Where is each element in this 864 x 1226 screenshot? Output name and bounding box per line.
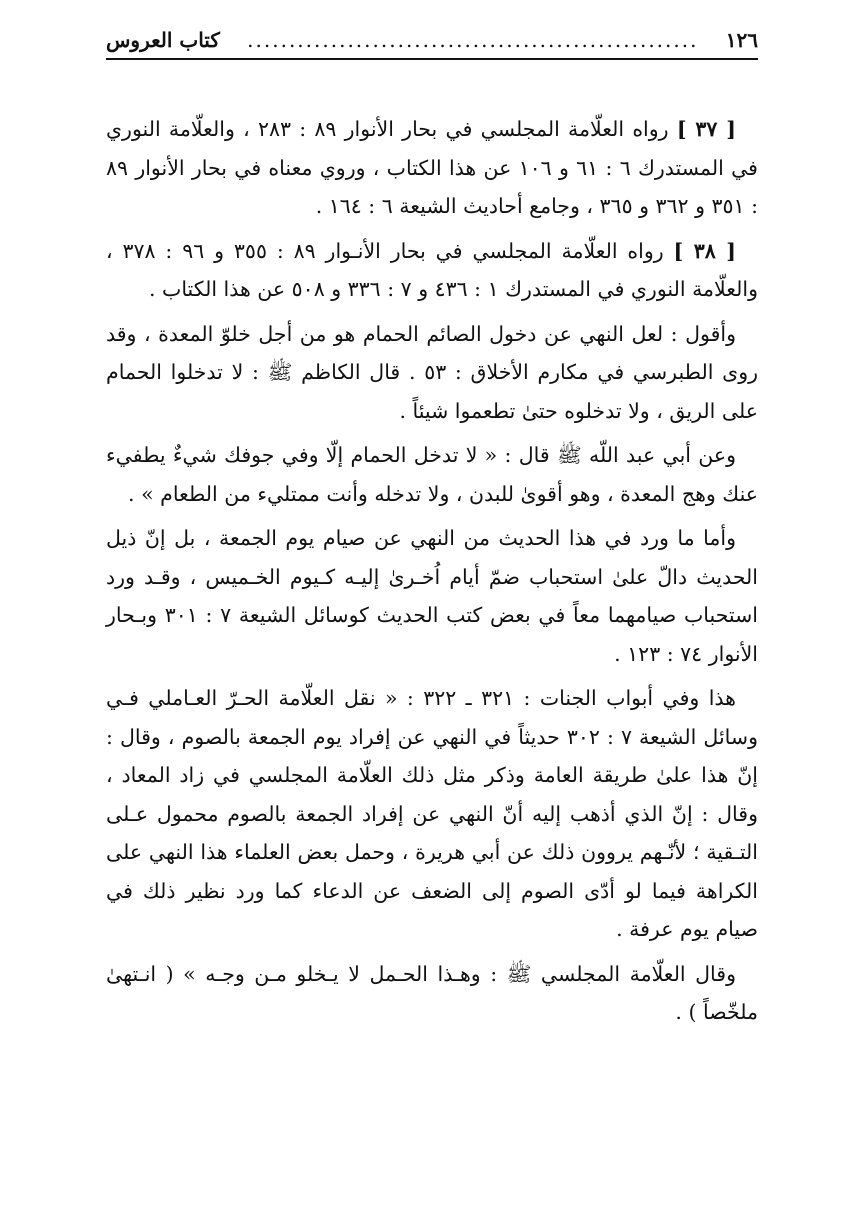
page-content [106,110,758,1032]
footnote-37 [106,110,758,226]
body-paragraph: وأما ما ورد في هذا الحديث من النهي عن صيام يوم الجمعة ، بل إنّ ذيل الحديث دالّ علىٰ استحباب ضمّ أيام اُخـرىٰ إليـه كـيوم الخـميس ، وقـد ورد استحباب صيامهما معاً في بعض كتب الحديث كوسائل الشيعة ٧ : ٣٠١ وبـحار الأنوار ٧٤ : ١٢٣ . [106,526,758,666]
body-paragraph: وعن أبي عبد اللّه ﷺ قال : « لا تدخل الحمام إلّا وفي جوفك شيءٌ يطفيء عنك وهج المعدة ، وهو أقوىٰ للبدن ، ولا تدخله وأنت ممتليء من الطعام » . [106,443,758,506]
book-title: كتاب العروس [106,28,220,52]
page-number: ١٢٦ [725,28,758,52]
page [106,28,758,1038]
leader-dots: ...................................................... [247,28,699,52]
body-paragraph: وقال العلّامة المجلسي ﷺ : وهـذا الحـمل لا يـخلو مـن وجـه » ( انـتهىٰ ملخّصاً ) . [106,961,758,1024]
page-header [106,28,758,60]
footnote-text: رواه العلّامة المجلسي في بحار الأنـوار ٨٩ : ٣٥٥ و ٩٦ : ٣٧٨ ، والعلّامة النوري في المستدرك ١ : ٤٣٦ و ٧ : ٣٣٦ و ٥٠٨ عن هذا الكتاب . [106,238,758,301]
footnote-number: [ ٣٧ ] [676,117,736,141]
footnote-38 [106,232,758,309]
body-paragraph: هذا وفي أبواب الجنات : ٣٢١ ـ ٣٢٢ : « نقل العلّامة الحـرّ العـاملي فـي وسائل الشيعة ٧ : ٣٠٢ حديثاً في النهي عن إفراد يوم الجمعة بالصوم ، وقال : إنّ هذا علىٰ طريقة العامة وذكر مثل ذلك العلّامة المجلسي في زاد المعاد ، وقال : إنّ الذي أذهب إليه أنّ النهي عن إفراد الجمعة بالصوم محمول عـلى التـقية ؛ لأنّـهم يروون ذلك عن أبي هريرة ، وحمل بعض العلماء هذا النهي على الكراهة فيما لو أدّى الصوم إلى الضعف عن الدعاء كما ورد نظير ذلك في صيام يوم عرفة . [106,686,758,941]
footnote-text: رواه العلّامة المجلسي في بحار الأنوار ٨٩ : ٢٨٣ ، والعلّامة النوري في المستدرك ٦ : ٦١ و ١٠٦ عن هذا الكتاب ، وروي معناه في بحار الأنوار ٨٩ : ٣٥١ و ٣٦٢ و ٣٦٥ ، وجامع أحاديث الشيعة ٦ : ١٦٤ . [106,117,758,218]
body-paragraph: وأقول : لعل النهي عن دخول الصائم الحمام هو من أجل خلوّ المعدة ، وقد روى الطبرسي في مكارم الأخلاق : ٥٣ . قال الكاظم ﷺ : لا تدخلوا الحمام على الريق ، ولا تدخلوه حتىٰ تطعموا شيئاً . [106,321,759,423]
footnote-number: [ ٣٨ ] [673,238,736,263]
